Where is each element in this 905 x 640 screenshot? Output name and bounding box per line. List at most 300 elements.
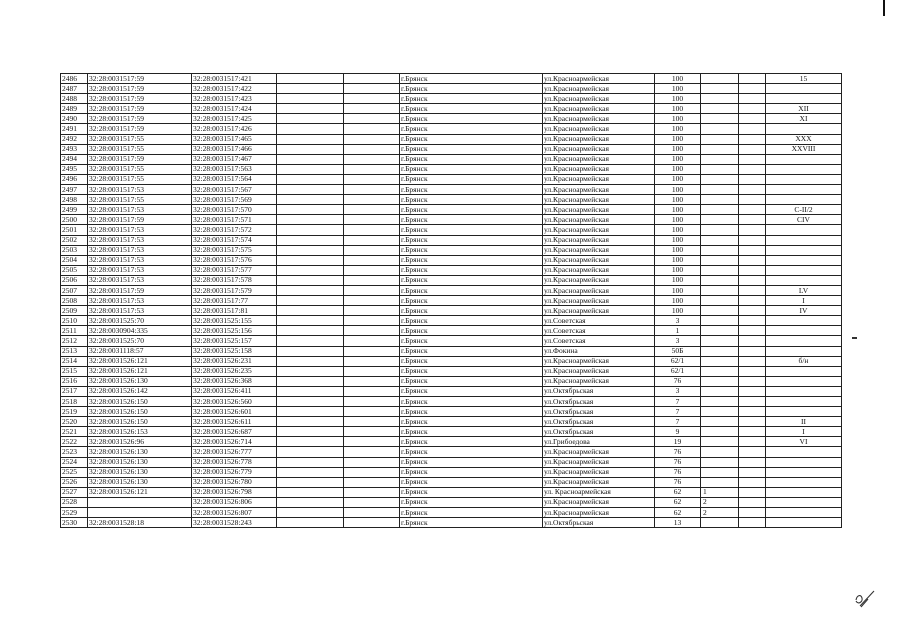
parent-cadastral-number: 32:28:0031517:55 [88, 195, 192, 205]
empty-cell [739, 336, 766, 346]
flat-number [701, 346, 739, 356]
room-mark [766, 275, 842, 285]
city: г.Брянск [400, 285, 543, 295]
table-row [61, 417, 842, 427]
table-row [61, 124, 842, 134]
city: г.Брянск [400, 326, 543, 336]
table-row [61, 104, 842, 114]
row-number: 2517 [61, 386, 88, 396]
empty-cell [344, 437, 400, 447]
street: ул.Октябрьская [543, 407, 655, 417]
empty-cell [277, 265, 344, 275]
flat-number [701, 245, 739, 255]
row-number: 2488 [61, 94, 88, 104]
row-number: 2499 [61, 205, 88, 215]
empty-cell [739, 397, 766, 407]
empty-cell [739, 467, 766, 477]
empty-cell [277, 154, 344, 164]
city: г.Брянск [400, 94, 543, 104]
empty-cell [739, 94, 766, 104]
city: г.Брянск [400, 134, 543, 144]
room-mark [766, 245, 842, 255]
cadastral-number: 32:28:0031526:368 [192, 376, 277, 386]
empty-cell [739, 346, 766, 356]
empty-cell [344, 427, 400, 437]
cadastral-number: 32:28:0031526:798 [192, 487, 277, 497]
room-mark [766, 326, 842, 336]
room-mark [766, 397, 842, 407]
row-number: 2496 [61, 174, 88, 184]
empty-cell [344, 94, 400, 104]
flat-number [701, 74, 739, 84]
empty-cell [344, 255, 400, 265]
empty-cell [739, 255, 766, 265]
empty-cell [344, 154, 400, 164]
house-number: 13 [655, 518, 701, 528]
empty-cell [344, 225, 400, 235]
house-number: 100 [655, 134, 701, 144]
parent-cadastral-number: 32:28:0031517:53 [88, 185, 192, 195]
empty-cell [739, 306, 766, 316]
city: г.Брянск [400, 497, 543, 507]
cadastral-number: 32:28:0031526:807 [192, 508, 277, 518]
parent-cadastral-number: 32:28:0031517:53 [88, 225, 192, 235]
street: ул.Красноармейская [543, 366, 655, 376]
empty-cell [277, 397, 344, 407]
empty-cell [277, 185, 344, 195]
empty-cell [344, 124, 400, 134]
parent-cadastral-number: 32:28:0031517:59 [88, 154, 192, 164]
cadastral-number: 32:28:0031526:806 [192, 497, 277, 507]
flat-number [701, 316, 739, 326]
room-mark [766, 487, 842, 497]
city: г.Брянск [400, 437, 543, 447]
empty-cell [277, 114, 344, 124]
flat-number [701, 205, 739, 215]
empty-cell [277, 205, 344, 215]
city: г.Брянск [400, 487, 543, 497]
city: г.Брянск [400, 376, 543, 386]
empty-cell [739, 185, 766, 195]
flat-number [701, 185, 739, 195]
street: ул.Красноармейская [543, 154, 655, 164]
house-number: 100 [655, 74, 701, 84]
street: ул.Красноармейская [543, 185, 655, 195]
house-number: 100 [655, 296, 701, 306]
empty-cell [277, 487, 344, 497]
empty-cell [277, 366, 344, 376]
cadastral-number: 32:28:0031526:687 [192, 427, 277, 437]
parent-cadastral-number: 32:28:0031517:53 [88, 235, 192, 245]
empty-cell [344, 346, 400, 356]
room-mark: XXVIII [766, 144, 842, 154]
empty-cell [344, 467, 400, 477]
city: г.Брянск [400, 235, 543, 245]
house-number: 100 [655, 104, 701, 114]
parent-cadastral-number: 32:28:0031517:53 [88, 205, 192, 215]
cadastral-number: 32:28:0031517:569 [192, 195, 277, 205]
room-mark [766, 164, 842, 174]
flat-number [701, 518, 739, 528]
room-mark: 15 [766, 74, 842, 84]
empty-cell [277, 255, 344, 265]
street: ул. Красноармейская [543, 487, 655, 497]
empty-cell [277, 437, 344, 447]
house-number: 7 [655, 407, 701, 417]
cadastral-number: 32:28:0031526:411 [192, 386, 277, 396]
house-number: 62 [655, 487, 701, 497]
street: ул.Красноармейская [543, 245, 655, 255]
scan-edge-mark [883, 0, 885, 16]
empty-cell [739, 366, 766, 376]
empty-cell [277, 376, 344, 386]
empty-cell [344, 336, 400, 346]
row-number: 2487 [61, 84, 88, 94]
flat-number [701, 144, 739, 154]
empty-cell [344, 316, 400, 326]
empty-cell [277, 518, 344, 528]
table-row [61, 518, 842, 528]
house-number: 100 [655, 114, 701, 124]
house-number: 100 [655, 144, 701, 154]
empty-cell [739, 74, 766, 84]
street: ул.Красноармейская [543, 255, 655, 265]
parent-cadastral-number: 32:28:0031517:59 [88, 94, 192, 104]
table-row [61, 437, 842, 447]
row-number: 2498 [61, 195, 88, 205]
parent-cadastral-number: 32:28:0031526:121 [88, 366, 192, 376]
table-row [61, 164, 842, 174]
empty-cell [277, 407, 344, 417]
row-number: 2489 [61, 104, 88, 114]
empty-cell [344, 285, 400, 295]
flat-number [701, 447, 739, 457]
margin-dash-mark [852, 337, 857, 339]
city: г.Брянск [400, 255, 543, 265]
empty-cell [739, 386, 766, 396]
row-number: 2530 [61, 518, 88, 528]
city: г.Брянск [400, 215, 543, 225]
parent-cadastral-number: 32:28:0031517:53 [88, 255, 192, 265]
row-number: 2492 [61, 134, 88, 144]
street: ул.Красноармейская [543, 356, 655, 366]
house-number: 76 [655, 477, 701, 487]
house-number: 3 [655, 386, 701, 396]
empty-cell [739, 326, 766, 336]
room-mark [766, 386, 842, 396]
empty-cell [344, 185, 400, 195]
room-mark: I [766, 296, 842, 306]
parent-cadastral-number: 32:28:0031526:150 [88, 417, 192, 427]
street: ул.Красноармейская [543, 144, 655, 154]
city: г.Брянск [400, 164, 543, 174]
street: ул.Фокина [543, 346, 655, 356]
row-number: 2529 [61, 508, 88, 518]
room-mark [766, 497, 842, 507]
empty-cell [277, 508, 344, 518]
flat-number [701, 366, 739, 376]
flat-number [701, 215, 739, 225]
table-row [61, 144, 842, 154]
parent-cadastral-number: 32:28:0031517:53 [88, 275, 192, 285]
empty-cell [344, 114, 400, 124]
city: г.Брянск [400, 467, 543, 477]
empty-cell [277, 326, 344, 336]
row-number: 2513 [61, 346, 88, 356]
house-number: 100 [655, 195, 701, 205]
flat-number [701, 255, 739, 265]
table-row [61, 366, 842, 376]
row-number: 2515 [61, 366, 88, 376]
parent-cadastral-number: 32:28:0031517:55 [88, 164, 192, 174]
room-mark [766, 235, 842, 245]
street: ул.Красноармейская [543, 285, 655, 295]
cadastral-number: 32:28:0031517:575 [192, 245, 277, 255]
empty-cell [344, 265, 400, 275]
house-number: 62 [655, 508, 701, 518]
parent-cadastral-number: 32:28:0031526:121 [88, 487, 192, 497]
empty-cell [277, 477, 344, 487]
flat-number [701, 134, 739, 144]
room-mark [766, 316, 842, 326]
parent-cadastral-number: 32:28:0031526:130 [88, 467, 192, 477]
flat-number [701, 427, 739, 437]
empty-cell [739, 195, 766, 205]
table-row [61, 74, 842, 84]
house-number: 100 [655, 205, 701, 215]
street: ул.Красноармейская [543, 306, 655, 316]
flat-number [701, 265, 739, 275]
empty-cell [739, 104, 766, 114]
empty-cell [277, 104, 344, 114]
row-number: 2525 [61, 467, 88, 477]
parent-cadastral-number: 32:28:0031517:59 [88, 285, 192, 295]
street: ул.Октябрьская [543, 386, 655, 396]
empty-cell [277, 316, 344, 326]
table-row [61, 508, 842, 518]
room-mark [766, 447, 842, 457]
cadastral-number: 32:28:0031526:714 [192, 437, 277, 447]
flat-number [701, 285, 739, 295]
house-number: 100 [655, 215, 701, 225]
flat-number: 2 [701, 508, 739, 518]
empty-cell [739, 124, 766, 134]
empty-cell [277, 235, 344, 245]
table-row [61, 497, 842, 507]
table-row [61, 477, 842, 487]
room-mark: XI [766, 114, 842, 124]
cadastral-number: 32:28:0031517:571 [192, 215, 277, 225]
empty-cell [344, 356, 400, 366]
street: ул.Красноармейская [543, 124, 655, 134]
empty-cell [277, 275, 344, 285]
room-mark [766, 518, 842, 528]
empty-cell [739, 275, 766, 285]
street: ул.Октябрьская [543, 518, 655, 528]
table-row [61, 296, 842, 306]
cadastral-number: 32:28:0031517:579 [192, 285, 277, 295]
table-row [61, 457, 842, 467]
city: г.Брянск [400, 185, 543, 195]
table-row [61, 154, 842, 164]
empty-cell [739, 407, 766, 417]
city: г.Брянск [400, 457, 543, 467]
house-number: 100 [655, 94, 701, 104]
table-row [61, 225, 842, 235]
city: г.Брянск [400, 114, 543, 124]
city: г.Брянск [400, 306, 543, 316]
room-mark: IV [766, 306, 842, 316]
table-row [61, 255, 842, 265]
table-row [61, 376, 842, 386]
cadastral-number: 32:28:0031517:426 [192, 124, 277, 134]
cadastral-number: 32:28:0031525:157 [192, 336, 277, 346]
cadastral-number: 32:28:0031526:780 [192, 477, 277, 487]
street: ул.Красноармейская [543, 265, 655, 275]
flat-number [701, 386, 739, 396]
room-mark [766, 508, 842, 518]
cadastral-number: 32:28:0031525:158 [192, 346, 277, 356]
parent-cadastral-number: 32:28:0031526:142 [88, 386, 192, 396]
empty-cell [277, 447, 344, 457]
room-mark: XXX [766, 134, 842, 144]
city: г.Брянск [400, 74, 543, 84]
cadastral-number: 32:28:0031526:231 [192, 356, 277, 366]
empty-cell [739, 225, 766, 235]
cadastral-number: 32:28:0031528:243 [192, 518, 277, 528]
empty-cell [739, 164, 766, 174]
table-row [61, 205, 842, 215]
cadastral-number: 32:28:0031517:564 [192, 174, 277, 184]
parent-cadastral-number: 32:28:0031526:130 [88, 447, 192, 457]
empty-cell [344, 104, 400, 114]
room-mark [766, 84, 842, 94]
street: ул.Красноармейская [543, 467, 655, 477]
flat-number [701, 114, 739, 124]
flat-number [701, 225, 739, 235]
street: ул.Красноармейская [543, 447, 655, 457]
empty-cell [739, 316, 766, 326]
street: ул.Красноармейская [543, 215, 655, 225]
table-row [61, 235, 842, 245]
city: г.Брянск [400, 477, 543, 487]
room-mark [766, 457, 842, 467]
cadastral-number: 32:28:0031517:572 [192, 225, 277, 235]
empty-cell [739, 437, 766, 447]
empty-cell [344, 326, 400, 336]
parent-cadastral-number: 32:28:0031517:55 [88, 144, 192, 154]
room-mark [766, 265, 842, 275]
table-row [61, 185, 842, 195]
room-mark: б/н [766, 356, 842, 366]
house-number: 100 [655, 124, 701, 134]
table-row [61, 407, 842, 417]
table-row [61, 114, 842, 124]
house-number: 100 [655, 185, 701, 195]
parent-cadastral-number: 32:28:0031517:59 [88, 114, 192, 124]
city: г.Брянск [400, 195, 543, 205]
empty-cell [739, 205, 766, 215]
empty-cell [344, 497, 400, 507]
house-number: 76 [655, 447, 701, 457]
row-number: 2486 [61, 74, 88, 84]
street: ул.Красноармейская [543, 195, 655, 205]
empty-cell [344, 245, 400, 255]
parent-cadastral-number: 32:28:0031526:130 [88, 477, 192, 487]
row-number: 2490 [61, 114, 88, 124]
cadastral-number: 32:28:0031525:155 [192, 316, 277, 326]
empty-cell [277, 346, 344, 356]
parent-cadastral-number: 32:28:0031118:57 [88, 346, 192, 356]
room-mark [766, 195, 842, 205]
street: ул.Советская [543, 336, 655, 346]
parent-cadastral-number: 32:28:0031517:53 [88, 306, 192, 316]
table-row [61, 427, 842, 437]
flat-number [701, 467, 739, 477]
row-number: 2520 [61, 417, 88, 427]
city: г.Брянск [400, 346, 543, 356]
flat-number [701, 124, 739, 134]
table-row [61, 487, 842, 497]
room-mark [766, 346, 842, 356]
table-row [61, 215, 842, 225]
room-mark [766, 154, 842, 164]
table-row [61, 336, 842, 346]
empty-cell [344, 275, 400, 285]
room-mark [766, 94, 842, 104]
parent-cadastral-number: 32:28:0031525:70 [88, 316, 192, 326]
empty-cell [277, 427, 344, 437]
row-number: 2503 [61, 245, 88, 255]
room-mark [766, 174, 842, 184]
row-number: 2523 [61, 447, 88, 457]
house-number: 62/1 [655, 366, 701, 376]
cadastral-number: 32:28:0031526:611 [192, 417, 277, 427]
empty-cell [277, 84, 344, 94]
street: ул.Красноармейская [543, 497, 655, 507]
parent-cadastral-number [88, 508, 192, 518]
flat-number [701, 306, 739, 316]
city: г.Брянск [400, 124, 543, 134]
empty-cell [277, 467, 344, 477]
empty-cell [344, 508, 400, 518]
table-row [61, 306, 842, 316]
city: г.Брянск [400, 205, 543, 215]
empty-cell [277, 296, 344, 306]
table-row [61, 134, 842, 144]
empty-cell [344, 376, 400, 386]
city: г.Брянск [400, 104, 543, 114]
empty-cell [277, 74, 344, 84]
cadastral-number: 32:28:0031517:423 [192, 94, 277, 104]
flat-number: 1 [701, 487, 739, 497]
city: г.Брянск [400, 417, 543, 427]
row-number: 2514 [61, 356, 88, 366]
room-mark [766, 407, 842, 417]
row-number: 2495 [61, 164, 88, 174]
empty-cell [277, 144, 344, 154]
house-number: 3 [655, 336, 701, 346]
flat-number [701, 397, 739, 407]
parent-cadastral-number: 32:28:0031528:18 [88, 518, 192, 528]
table-row [61, 94, 842, 104]
empty-cell [277, 497, 344, 507]
table-row [61, 265, 842, 275]
empty-cell [344, 164, 400, 174]
house-number: 100 [655, 275, 701, 285]
table-row [61, 84, 842, 94]
row-number: 2494 [61, 154, 88, 164]
